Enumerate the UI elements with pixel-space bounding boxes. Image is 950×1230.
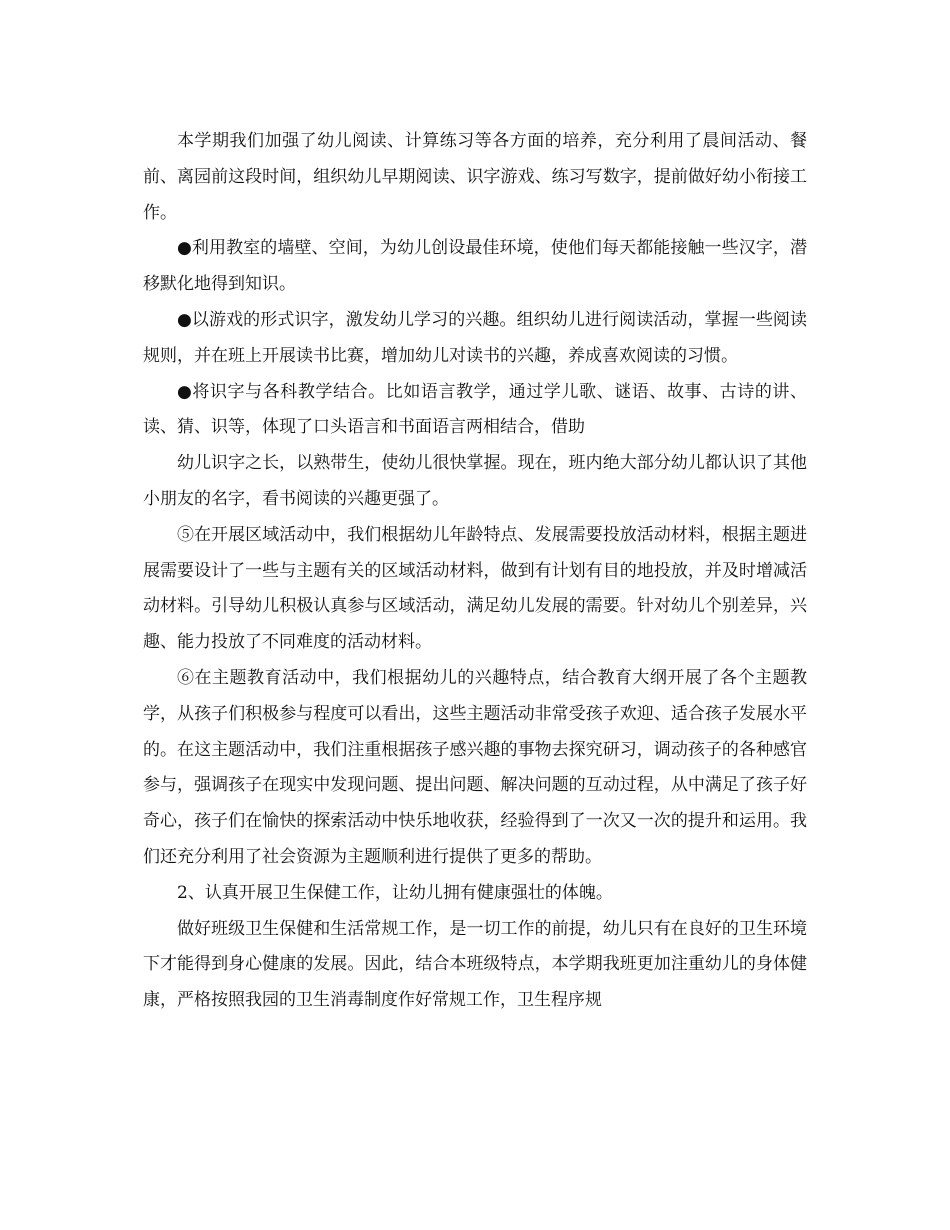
paragraph-area-activities: ⑤在开展区域活动中，我们根据幼儿年龄特点、发展需要投放活动材料，根据主题进展需要设计了一些与主题有关的区域活动材料，做到有计划有目的地投放，并及时增减活动材料。引导幼儿积极认真参与区域活动，满足幼儿发展的需要。针对幼儿个别差异，兴趣、能力投放了不同难度的活动材料。 [143,524,807,653]
paragraph-game-literacy: ●以游戏的形式识字，激发幼儿学习的兴趣。组织幼儿进行阅读活动，掌握一些阅读规则，并在班上开展读书比赛，增加幼儿对读书的兴趣，养成喜欢阅读的习惯。 [143,309,807,366]
paragraph-theme-education: ⑥在主题教育活动中，我们根据幼儿的兴趣特点，结合教育大纲开展了各个主题教学，从孩子们积极参与程度可以看出，这些主题活动非常受孩子欢迎、适合孩子发展水平的。在这主题活动中，我们注重根据孩子感兴趣的事物去探究研习，调动孩子的各种感官参与，强调孩子在现实中发现问题、提出问题、解决问题的互动过程，从中满足了孩子好奇心，孩子们在愉快的探索活动中快乐地收获，经验得到了一次又一次的提升和运用。我们还充分利用了社会资源为主题顺利进行提供了更多的帮助。 [143,667,807,867]
paragraph-reading-training: 本学期我们加强了幼儿阅读、计算练习等各方面的培养，充分利用了晨间活动、餐前、离园前这段时间，组织幼儿早期阅读、识字游戏、练习写数字，提前做好幼小衔接工作。 [143,131,807,223]
section-heading-health: 2、认真开展卫生保健工作，让幼儿拥有健康强壮的体魄。 [177,882,613,903]
paragraph-literacy-subjects: ●将识字与各科教学结合。比如语言教学，通过学儿歌、谜语、故事、古诗的讲、读、猜、识等，体现了口头语言和书面语言两相结合，借助 [143,381,807,438]
paragraph-literacy-result: 幼儿识字之长，以熟带生，使幼儿很快掌握。现在，班内绝大部分幼儿都认识了其他小朋友的名字，看书阅读的兴趣更强了。 [143,453,807,509]
paragraph-hygiene-routine: 做好班级卫生保健和生活常规工作，是一切工作的前提，幼儿只有在良好的卫生环境下才能得到身心健康的发展。因此，结合本班级特点，本学期我班更加注重幼儿的身体健康，严格按照我园的卫生消毒制度作好常规工作，卫生程序规 [143,918,807,1011]
document-body [143,124,807,1019]
paragraph-classroom-environment: ●利用教室的墙壁、空间，为幼儿创设最佳环境，使他们每天都能接触一些汉字，潜移默化地得到知识。 [143,238,807,295]
